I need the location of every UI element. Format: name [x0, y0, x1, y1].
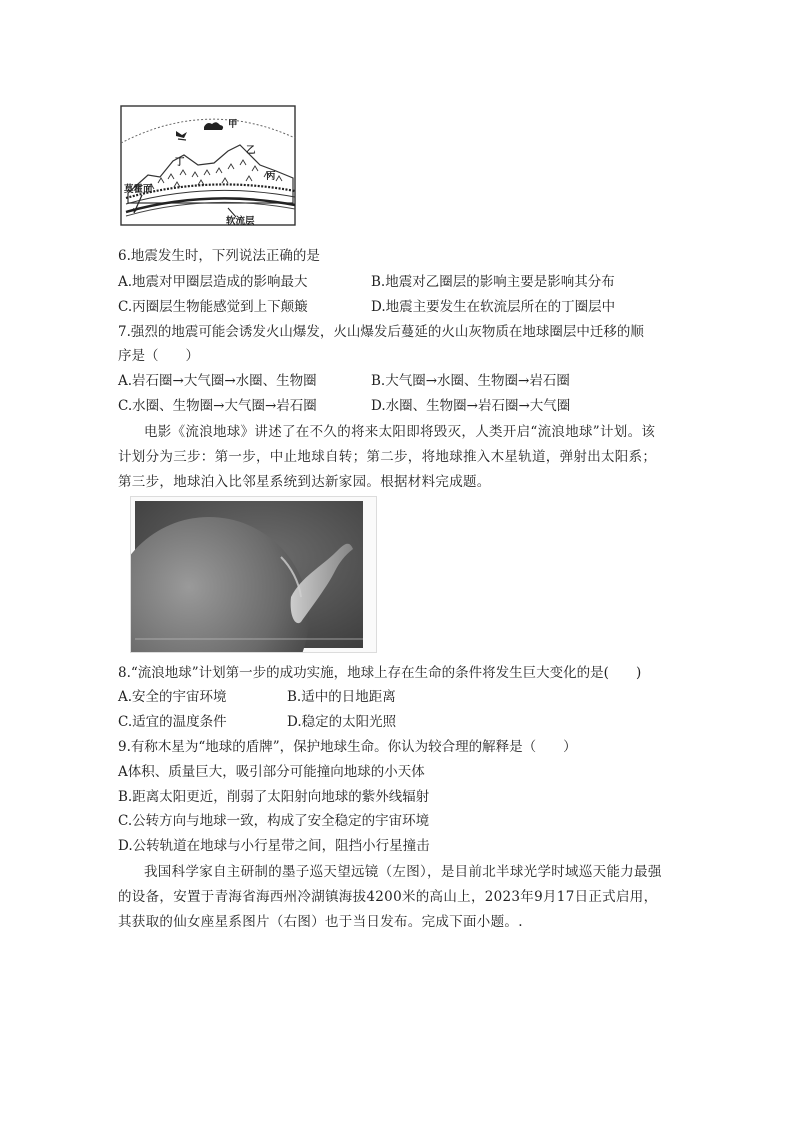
- q8-option-a: A.安全的宇宙环境: [118, 689, 227, 705]
- q8-option-d: D.稳定的太阳光照: [287, 714, 397, 730]
- q6-option-b: B.地震对乙圈层的影响主要是影响其分布: [371, 274, 615, 290]
- q7-stem-line2: 序是（ ）: [118, 348, 199, 364]
- q7-option-a: A.岩石圈→大气圈→水圈、生物圈: [118, 373, 317, 389]
- q6-stem: 6.地震发生时，下列说法正确的是: [118, 248, 320, 264]
- q8-option-b: B.适中的日地距离: [287, 689, 396, 705]
- q6-option-d: D.地震主要发生在软流层所在的丁圈层中: [371, 299, 616, 315]
- label-ding: 丁: [175, 157, 185, 168]
- q9-option-d: D.公转轨道在地球与小行星带之间，阻挡小行星撞击: [118, 838, 430, 854]
- q6-option-a: A.地震对甲圈层造成的影响最大: [118, 274, 308, 290]
- label-yi: 乙: [246, 145, 256, 156]
- passage2-line2: 的设备，安置于青海省海西州冷湖镇海拔4200米的高山上，2023年9月17日正式启用，: [118, 889, 658, 905]
- q6-option-c: C.丙圈层生物能感觉到上下颠簸: [118, 299, 308, 315]
- label-jia: 甲: [228, 119, 238, 130]
- label-bing: 丙: [266, 171, 276, 182]
- q9-stem: 9.有称木星为“地球的盾牌”，保护地球生命。你认为较合理的解释是（ ）: [118, 739, 577, 755]
- q7-option-b: B.大气圈→水圈、生物圈→岩石圈: [371, 373, 570, 389]
- earth-photo-svg: [131, 497, 376, 652]
- q7-stem-line1: 7.强烈的地震可能会诱发火山爆发，火山爆发后蔓延的火山灰物质在地球圈层中迁移的顺: [118, 324, 644, 340]
- passage1-line3: 第三步，地球泊入比邻星系统到达新家园。根据材料完成题。: [118, 474, 491, 490]
- label-moho: 莫霍面: [124, 184, 153, 195]
- q8-option-c: C.适宜的温度条件: [118, 714, 227, 730]
- q7-option-d: D.水圈、生物圈→岩石圈→大气圈: [371, 398, 571, 414]
- q9-option-b: B.距离太阳更近，削弱了太阳射向地球的紫外线辐射: [118, 789, 430, 805]
- q9-option-a: A体积、质量巨大，吸引部分可能撞向地球的小天体: [118, 764, 425, 780]
- q8-stem: 8.“流浪地球”计划第一步的成功实施，地球上存在生命的条件将发生巨大变化的是( ): [118, 665, 642, 681]
- q7-option-c: C.水圈、生物圈→大气圈→岩石圈: [118, 398, 317, 414]
- passage1-line2: 计划分为三步：第一步，中止地球自转；第二步，将地球推入木星轨道，弹射出太阳系；: [118, 449, 657, 465]
- earth-spheres-diagram: [118, 103, 298, 228]
- earth-photo: [130, 496, 377, 653]
- passage2-line1: 我国科学家自主研制的墨子巡天望远镜（左图），是目前北半球光学时域巡天能力最强: [144, 864, 662, 880]
- q9-option-c: C.公转方向与地球一致，构成了安全稳定的宇宙环境: [118, 813, 430, 829]
- passage1-line1: 电影《流浪地球》讲述了在不久的将来太阳即将毁灭，人类开启“流浪地球”计划。该: [144, 424, 656, 440]
- earth-spheres-svg: [118, 103, 298, 228]
- label-asthenosphere: 软流层: [226, 216, 255, 227]
- passage2-line3: 其获取的仙女座星系图片（右图）也于当日发布。完成下面小题。.: [118, 914, 523, 930]
